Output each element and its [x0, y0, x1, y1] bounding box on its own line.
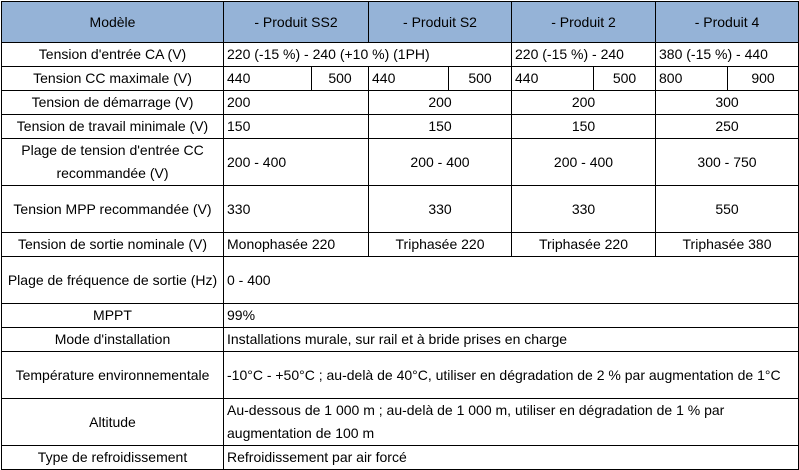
- cell-value: 200: [224, 91, 369, 115]
- cell-value: 250: [656, 115, 799, 139]
- cell-value: 440: [369, 67, 449, 91]
- cell-value: 440: [224, 67, 312, 91]
- cell-value: Triphasée 220: [369, 233, 512, 257]
- cell-value: 380 (-15 %) - 440: [656, 43, 799, 67]
- cell-value: 150: [512, 115, 656, 139]
- cell-value: 200 - 400: [224, 139, 369, 186]
- row-label: MPPT: [2, 304, 224, 328]
- cell-value: 900: [728, 67, 799, 91]
- header-product-2: - Produit 2: [512, 2, 656, 43]
- row-label: Mode d'installation: [2, 328, 224, 352]
- row-output-voltage: [2, 233, 799, 257]
- cell-value: 330: [224, 186, 369, 233]
- row-installation: [2, 328, 799, 352]
- row-cooling: [2, 446, 799, 470]
- row-label: Plage de tension d'entrée CC recommandée (V): [2, 139, 224, 186]
- cell-value: 0 - 400: [224, 257, 799, 304]
- cell-value: 150: [224, 115, 369, 139]
- cell-value: 500: [449, 67, 512, 91]
- cell-value: 300 - 750: [656, 139, 799, 186]
- cell-value: 500: [312, 67, 369, 91]
- cell-value: -10°C - +50°C ; au-delà de 40°C, utiliser en dégradation de 2 % par augmentation de 1°C: [224, 352, 799, 399]
- row-label: Tension d'entrée CA (V): [2, 43, 224, 67]
- row-label: Plage de fréquence de sortie (Hz): [2, 257, 224, 304]
- row-dc-range: [2, 139, 799, 186]
- row-output-frequency: [2, 257, 799, 304]
- row-label: Altitude: [2, 399, 224, 446]
- row-label: Température environnementale: [2, 352, 224, 399]
- cell-value: Installations murale, sur rail et à bride prises en charge: [224, 328, 799, 352]
- header-product-ss2: - Produit SS2: [224, 2, 369, 43]
- spec-table: [1, 1, 799, 470]
- row-altitude: [2, 399, 799, 446]
- header-row: [2, 2, 799, 43]
- cell-value: 800: [656, 67, 728, 91]
- header-product-s2: - Produit S2: [369, 2, 512, 43]
- row-mppt: [2, 304, 799, 328]
- row-label: Tension de démarrage (V): [2, 91, 224, 115]
- row-label: Tension de travail minimale (V): [2, 115, 224, 139]
- cell-value: 550: [656, 186, 799, 233]
- cell-value: 330: [369, 186, 512, 233]
- cell-value: 330: [512, 186, 656, 233]
- cell-value: 500: [594, 67, 656, 91]
- cell-value: 300: [656, 91, 799, 115]
- cell-value: 200 - 400: [369, 139, 512, 186]
- cell-value: 99%: [224, 304, 799, 328]
- cell-value: Monophasée 220: [224, 233, 369, 257]
- row-mpp-voltage: [2, 186, 799, 233]
- row-dc-max: [2, 67, 799, 91]
- row-start-voltage: [2, 91, 799, 115]
- cell-value: Triphasée 380: [656, 233, 799, 257]
- cell-value: Triphasée 220: [512, 233, 656, 257]
- row-label: Tension de sortie nominale (V): [2, 233, 224, 257]
- cell-value: Refroidissement par air forcé: [224, 446, 799, 470]
- header-product-4: - Produit 4: [656, 2, 799, 43]
- cell-value: 220 (-15 %) - 240 (+10 %) (1PH): [224, 43, 512, 67]
- cell-value: Au-dessous de 1 000 m ; au-delà de 1 000 m, utiliser en dégradation de 1 % par augmentation de 100 m: [224, 399, 799, 446]
- cell-value: 200: [369, 91, 512, 115]
- row-min-work-voltage: [2, 115, 799, 139]
- cell-value: 200: [512, 91, 656, 115]
- cell-value: 150: [369, 115, 512, 139]
- row-label: Tension MPP recommandée (V): [2, 186, 224, 233]
- row-label: Type de refroidissement: [2, 446, 224, 470]
- header-model: Modèle: [2, 2, 224, 43]
- row-ac-input: [2, 43, 799, 67]
- cell-value: 220 (-15 %) - 240: [512, 43, 656, 67]
- cell-value: 200 - 400: [512, 139, 656, 186]
- cell-value: 440: [512, 67, 594, 91]
- row-temperature: [2, 352, 799, 399]
- row-label: Tension CC maximale (V): [2, 67, 224, 91]
